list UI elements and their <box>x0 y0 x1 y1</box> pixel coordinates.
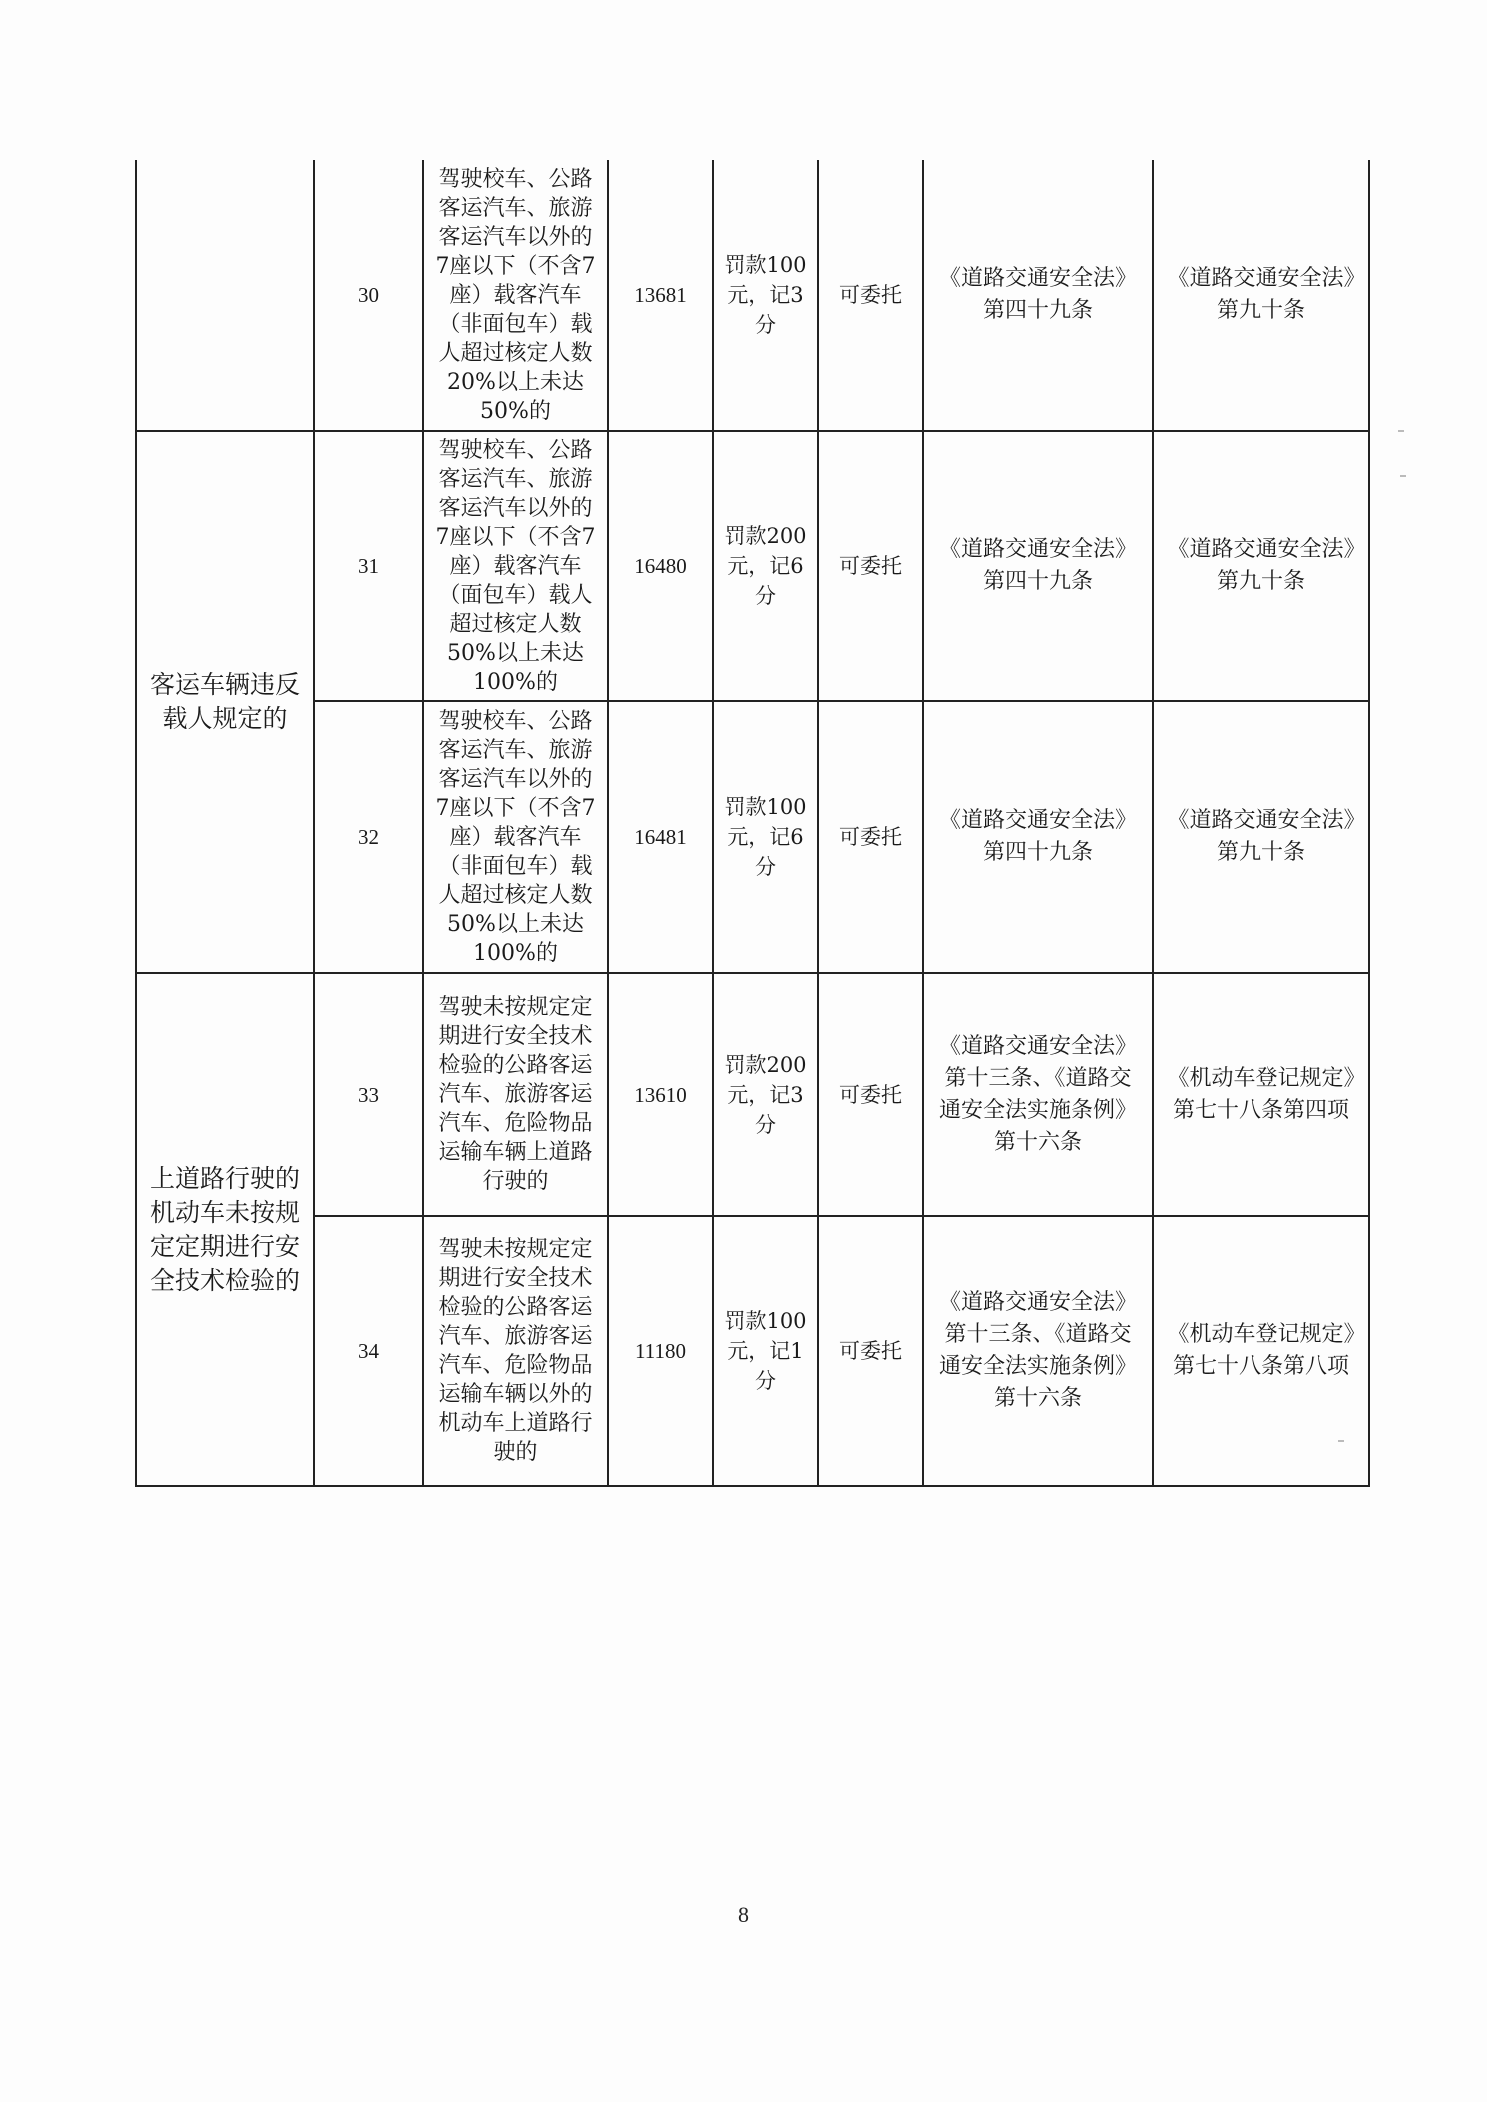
basis-law-cell: 《道路交通安全法》第十三条、《道路交通安全法实施条例》第十六条 <box>923 973 1153 1216</box>
entrust-cell: 可委托 <box>818 1216 923 1486</box>
penalty-law-cell: 《道路交通安全法》第九十条 <box>1153 160 1369 431</box>
violation-code: 11180 <box>608 1216 713 1486</box>
entrust-cell: 可委托 <box>818 431 923 701</box>
basis-law-cell: 《道路交通安全法》第四十九条 <box>923 160 1153 431</box>
item-number: 32 <box>314 701 423 973</box>
scan-speck <box>1400 475 1406 477</box>
violation-code: 16480 <box>608 431 713 701</box>
scan-speck <box>1398 430 1404 432</box>
category-cell: 客运车辆违反载人规定的 <box>136 431 314 973</box>
violation-code: 13681 <box>608 160 713 431</box>
category-cell <box>136 160 314 431</box>
basis-law-cell: 《道路交通安全法》第十三条、《道路交通安全法实施条例》第十六条 <box>923 1216 1153 1486</box>
penalty-law-cell: 《机动车登记规定》第七十八条第四项 <box>1153 973 1369 1216</box>
violation-code: 16481 <box>608 701 713 973</box>
entrust-cell: 可委托 <box>818 160 923 431</box>
violation-table <box>135 160 1370 1487</box>
basis-law-cell: 《道路交通安全法》第四十九条 <box>923 701 1153 973</box>
table-row <box>136 431 1369 701</box>
violation-description: 驾驶未按规定定期进行安全技术检验的公路客运汽车、旅游客运汽车、危险物品运输车辆上道路行驶的 <box>423 973 608 1216</box>
table-row <box>136 973 1369 1216</box>
violation-description: 驾驶校车、公路客运汽车、旅游客运汽车以外的7座以下（不含7座）载客汽车（非面包车）载人超过核定人数20%以上未达50%的 <box>423 160 608 431</box>
item-number: 33 <box>314 973 423 1216</box>
entrust-cell: 可委托 <box>818 973 923 1216</box>
page-number: 8 <box>738 1902 749 1927</box>
violation-description: 驾驶校车、公路客运汽车、旅游客运汽车以外的7座以下（不含7座）载客汽车（面包车）载人超过核定人数50%以上未达100%的 <box>423 431 608 701</box>
penalty-law-cell: 《道路交通安全法》第九十条 <box>1153 701 1369 973</box>
penalty-cell: 罚款100元，记3分 <box>713 160 818 431</box>
item-number: 30 <box>314 160 423 431</box>
violation-description: 驾驶校车、公路客运汽车、旅游客运汽车以外的7座以下（不含7座）载客汽车（非面包车）载人超过核定人数50%以上未达100%的 <box>423 701 608 973</box>
scan-speck <box>1338 1440 1344 1442</box>
penalty-law-cell: 《机动车登记规定》第七十八条第八项 <box>1153 1216 1369 1486</box>
penalty-cell: 罚款100元，记1分 <box>713 1216 818 1486</box>
penalty-law-cell: 《道路交通安全法》第九十条 <box>1153 431 1369 701</box>
item-number: 34 <box>314 1216 423 1486</box>
table-row <box>136 1216 1369 1486</box>
entrust-cell: 可委托 <box>818 701 923 973</box>
violation-code: 13610 <box>608 973 713 1216</box>
violation-description: 驾驶未按规定定期进行安全技术检验的公路客运汽车、旅游客运汽车、危险物品运输车辆以外的机动车上道路行驶的 <box>423 1216 608 1486</box>
penalty-cell: 罚款200元，记3分 <box>713 973 818 1216</box>
table-row <box>136 701 1369 973</box>
penalty-cell: 罚款100元，记6分 <box>713 701 818 973</box>
item-number: 31 <box>314 431 423 701</box>
basis-law-cell: 《道路交通安全法》第四十九条 <box>923 431 1153 701</box>
penalty-cell: 罚款200元，记6分 <box>713 431 818 701</box>
category-cell: 上道路行驶的机动车未按规定定期进行安全技术检验的 <box>136 973 314 1486</box>
table-row <box>136 160 1369 431</box>
